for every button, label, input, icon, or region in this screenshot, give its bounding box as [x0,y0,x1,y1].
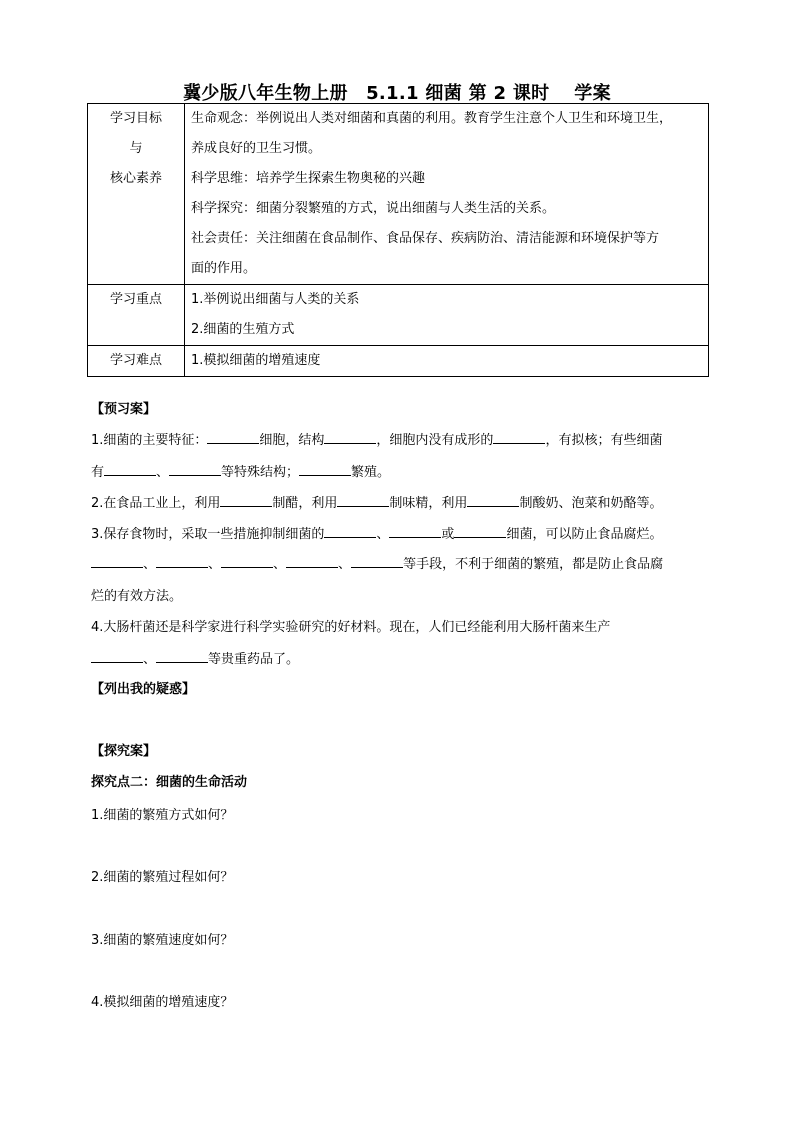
preview-question-3-end [91,585,182,604]
answer-blank[interactable] [493,430,545,444]
q1-text: 等特殊结构； [221,465,300,480]
answer-blank[interactable] [91,649,143,663]
explore-question: 2.细菌的繁殖过程如何？ [91,870,234,885]
learning-goals-table [87,103,709,377]
goals-label [88,104,185,285]
answer-blank[interactable] [454,524,506,538]
answer-blank[interactable] [389,524,441,538]
answer-blank[interactable] [351,554,403,568]
q3-text: 等手段，不利于细菌的繁殖，都是防止食品腐 [403,557,664,572]
q4-text: 等贵重药品了。 [208,652,300,667]
answer-blank[interactable] [221,554,273,568]
preview-question-4-cont [91,648,299,667]
q1-text: 、 [156,465,170,480]
explore-question: 1.细菌的繁殖方式如何？ [91,808,234,823]
answer-blank[interactable] [156,649,208,663]
q1-text: ，有拟核；有些细菌 [545,433,663,448]
explore-heading: 【探究案】 [91,744,157,759]
key-label-text: 学习重点 [109,292,162,307]
answer-blank[interactable] [220,493,272,507]
difficulty-line: 1.模拟细菌的增殖速度 [191,353,321,368]
q4-text: 、 [143,652,157,667]
explore-point-title: 探究点二：细菌的生命活动 [91,775,248,790]
preview-question-4 [91,616,610,635]
q3-text: 3.保存食物时，采取一些措施抑制细菌的 [91,527,325,542]
answer-blank[interactable] [91,554,143,568]
q3-text: 烂的有效方法。 [91,589,183,604]
q3-text: 、 [376,527,390,542]
goals-line: 科学探究：细菌分裂繁殖的方式，说出细菌与人类生活的关系。 [191,201,556,216]
key-line: 2.细菌的生殖方式 [191,322,295,337]
q3-sep: 、 [273,557,287,572]
answer-blank[interactable] [207,430,259,444]
q1-text: 繁殖。 [351,465,391,480]
goals-line: 社会责任：关注细菌在食品制作、食品保存、疾病防治、清洁能源和环境保护等方 [191,231,660,246]
q3-text: 或 [441,527,455,542]
goals-line: 科学思维：培养学生探索生物奥秘的兴趣 [191,171,426,186]
goals-content [185,104,709,285]
q2-text: 2.在食品工业上，利用 [91,496,221,511]
answer-blank[interactable] [337,493,389,507]
q2-text: 制酸奶、泡菜和奶酪等。 [519,496,663,511]
q3-text: 细菌，可以防止食品腐烂。 [506,527,663,542]
goals-label-line: 学习目标 [109,111,162,126]
answer-blank[interactable] [324,524,376,538]
difficulty-label-text: 学习难点 [109,353,162,368]
preview-heading: 【预习案】 [91,402,157,417]
answer-blank[interactable] [156,554,208,568]
q3-sep: 、 [338,557,352,572]
key-points-label [88,285,185,346]
difficulty-row [88,346,709,377]
goals-label-line: 核心素养 [109,171,162,186]
goals-line: 养成良好的卫生习惯。 [191,141,322,156]
goals-label-line: 与 [129,141,143,156]
answer-blank[interactable] [324,430,376,444]
goals-line: 生命观念：举例说出人类对细菌和真菌的利用。教育学生注意个人卫生和环境卫生， [191,111,673,126]
q3-sep: 、 [208,557,222,572]
difficulty-label [88,346,185,377]
difficulty-content [185,346,709,377]
answer-blank[interactable] [467,493,519,507]
q1-text: 细胞，结构 [259,433,325,448]
q1-text: 有 [91,465,105,480]
answer-blank[interactable] [169,462,221,476]
preview-question-1 [91,429,662,448]
key-line: 1.举例说出细菌与人类的关系 [191,292,360,307]
q2-text: 制醋，利用 [272,496,338,511]
preview-question-2 [91,492,662,511]
q1-text: 1.细菌的主要特征： [91,433,208,448]
doubts-heading: 【列出我的疑惑】 [91,682,196,697]
answer-blank[interactable] [286,554,338,568]
preview-question-1-cont [91,461,390,480]
q1-text: ，细胞内没有成形的 [376,433,494,448]
explore-question: 4.模拟细菌的增殖速度？ [91,995,234,1010]
explore-question: 3.细菌的繁殖速度如何？ [91,933,234,948]
q4-text: 4.大肠杆菌还是科学家进行科学实验研究的好材料。现在，人们已经能利用大肠杆菌来生产 [91,620,611,635]
preview-question-3 [91,523,662,542]
key-points-row [88,285,709,346]
goals-line: 面的作用。 [191,261,257,276]
q2-text: 制味精，利用 [389,496,468,511]
goals-row [88,104,709,285]
q3-sep: 、 [143,557,157,572]
answer-blank[interactable] [299,462,351,476]
answer-blank[interactable] [104,462,156,476]
page-title: 冀少版八年生物上册 5.1.1 细菌 第 2 课时 学案 [183,83,611,104]
key-points-content [185,285,709,346]
preview-question-3-cont [91,553,663,572]
